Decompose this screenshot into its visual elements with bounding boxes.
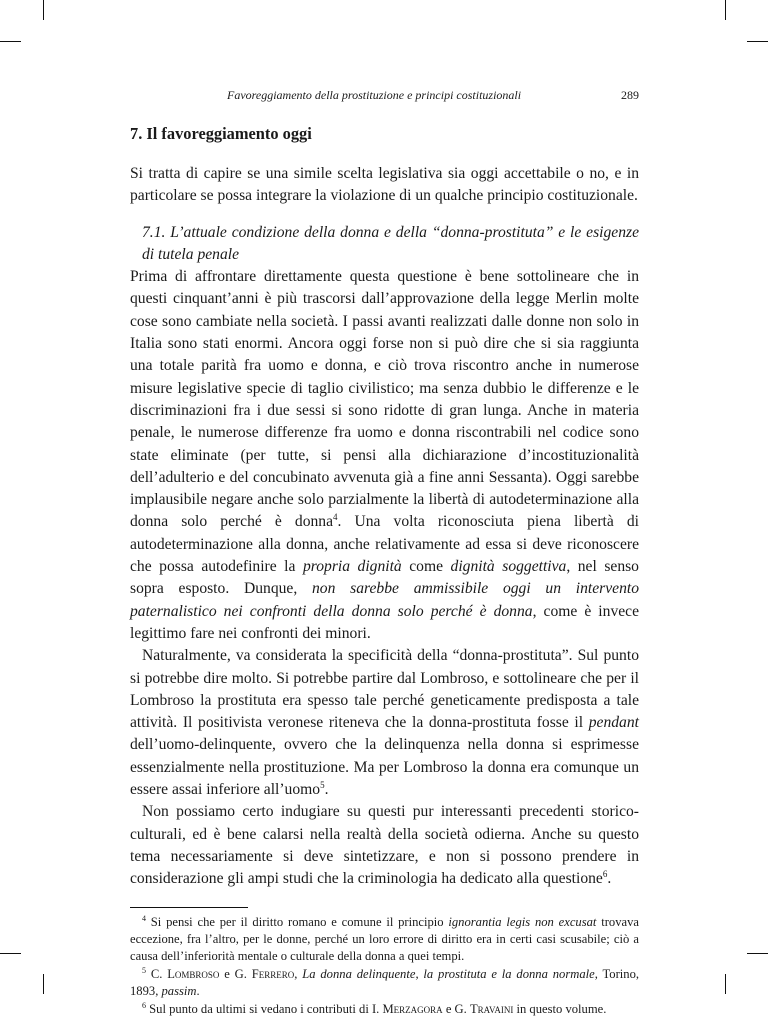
running-head-title: Favoreggiamento della prostituzione e principi costituzionali bbox=[227, 88, 522, 102]
footnote-ref-5[interactable]: 5 bbox=[320, 779, 325, 790]
subsection-title: 7.1. L’attuale condizione della donna e della “donna-prostituta” e le esigenze di tutela penale bbox=[142, 223, 639, 263]
crop-mark bbox=[725, 0, 726, 20]
footnote-divider bbox=[130, 907, 248, 908]
section-title: 7. Il favoreggiamento oggi bbox=[130, 124, 312, 143]
section-intro: Si tratta di capire se una simile scelta legislativa sia oggi accettabile o no, e in particolare se possa integrare la violazione di un qualche principio costituzionale. bbox=[130, 165, 639, 205]
footnote-4: $^4$ Si pensi che per il diritto romano e comune il principio ignorantia legis non excusat trovava eccezione, fra l’altro, per le donne, perché un loro errore di diritto era in certi casi scusabile; ciò a causa dell’inferiorità mentale o culturale della donna a quei tempi. bbox=[130, 913, 639, 964]
paragraph-2: Naturalmente, va considerata la specificità della “donna-prostituta”. Sul punto si potrebbe dire molto. Si potrebbe partire dal Lombroso, e sottolineare che per il Lombroso la prostituta era spesso tale perché geneticamente predisposta a tale attività. Il positivista veronese riteneva che la donna-prostituta fosse il pendant dell’uomo-delinquente, ovvero che la delinquenza nella donna si esprimesse essenzialmente nella prostituzione. Ma per Lombroso la donna era comunque un essere assai inferiore all’uomo$^5$. bbox=[130, 647, 639, 799]
footnote-6: $^6$ Sul punto da ultimi si vedano i contributi di I. Merzagora e G. Travaini in questo volume. bbox=[142, 1000, 607, 1016]
crop-mark bbox=[43, 974, 44, 994]
crop-mark bbox=[0, 953, 21, 954]
page-body bbox=[130, 123, 639, 1018]
footnote-ref-6[interactable]: 6 bbox=[602, 869, 608, 880]
crop-mark bbox=[725, 974, 726, 994]
crop-mark bbox=[747, 953, 768, 954]
footnote-5: $^5$ C. Lombroso e G. Ferrero, La donna delinquente, la prostituta e la donna normale, Torino, 1893, passim. bbox=[130, 965, 640, 999]
crop-mark bbox=[747, 41, 768, 42]
footnote-ref-4[interactable]: 4 bbox=[333, 512, 338, 523]
crop-mark bbox=[43, 0, 44, 20]
paragraph-1: Prima di affrontare direttamente questa questione è bene sottolineare che in questi cinquant’anni è più trascorsi dall’approvazione della legge Merlin molte cose sono cambiate nella società. I passi avanti realizzati dalle donne non solo in Italia sono stati enormi. Ancora oggi forse non si può dire che si sia raggiunta una totale parità fra uomo e donna, e ciò trova riscontro anche in numerose misure legislative specie di taglio civilistico; ma senza dubbio le differenze e le discriminazioni fra i due sessi si sono ridotte di gran lunga. Anche in materia penale, le numerose differenze fra uomo e donna riscontrabili nel codice sono state eliminate (per tutte, si pensi alla dichiarazione d’incostituzionalità dell’adulterio e del concubinato avvenuta già a fine anni Sessanta). Oggi sarebbe implausibile negare anche solo parzialmente la libertà di autodeterminazione alla donna solo perché è donna$^4$. Una volta riconosciuta piena libertà di autodeterminazione alla donna, anche relativamente ad essa si deve riconoscere che possa autodefinire la propria dignità come dignità soggettiva, nel senso sopra esposto. Dunque, non sarebbe ammissibile oggi un intervento paternalistico nei confronti della donna solo perché è donna, come è invece legittimo fare nei confronti dei minori. bbox=[130, 268, 640, 642]
crop-mark bbox=[0, 41, 21, 42]
page-number: 289 bbox=[621, 88, 639, 102]
paragraph-3: Non possiamo certo indugiare su questi pur interessanti precedenti storico-culturali, ed è bene calarsi nella realtà della società odierna. Anche su questo tema necessariamente si deve sintetizzare, e non si possono prendere in considerazione gli ampi studi che la criminologia ha dedicato alla questione$^6$. bbox=[130, 803, 639, 888]
